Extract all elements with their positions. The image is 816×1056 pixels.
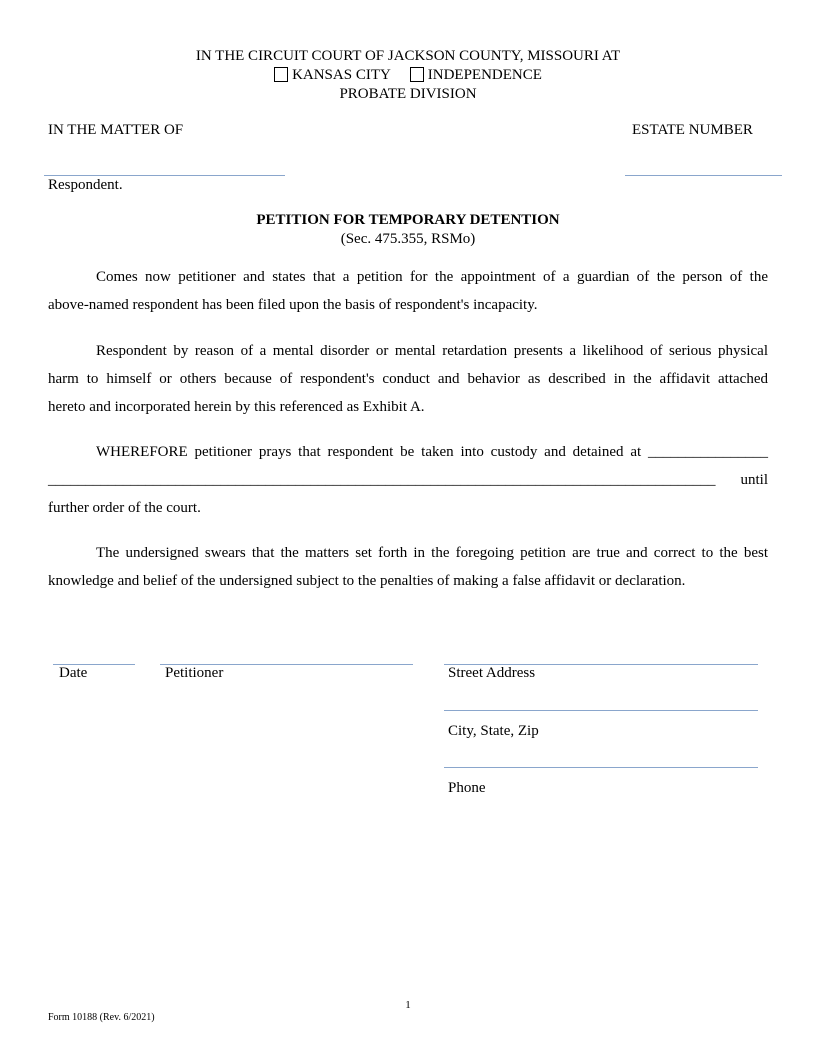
phone-label: Phone (448, 780, 486, 796)
paragraph-respondent (48, 341, 768, 425)
text-line: Respondent by reason of a mental disorder or mental retardation presents a likelihood of serious physical (96, 343, 768, 359)
paragraph-oath (48, 543, 768, 599)
text-line: harm to himself or others because of respondent's conduct and behavior as described in the affidavit attached (48, 371, 768, 387)
text-line: knowledge and belief of the undersigned subject to the penalties of making a false affidavit or declaration. (48, 573, 686, 589)
city-state-zip-field[interactable] (444, 710, 758, 711)
paragraph-petition (48, 267, 768, 323)
text-line: Comes now petitioner and states that a petition for the appointment of a guardian of the person of the (96, 269, 768, 285)
kansas-city-label: KANSAS CITY (292, 67, 391, 83)
estate-number-field[interactable] (625, 175, 782, 176)
phone-field[interactable] (444, 767, 758, 768)
respondent-name-field[interactable] (44, 175, 285, 176)
petitioner-label: Petitioner (165, 665, 224, 681)
city-state-zip-label: City, State, Zip (448, 723, 539, 739)
independence-label: INDEPENDENCE (427, 67, 542, 83)
kansas-city-checkbox[interactable] (274, 67, 288, 82)
estate-number-label: ESTATE NUMBER (632, 122, 753, 138)
court-heading: IN THE CIRCUIT COURT OF JACKSON COUNTY, MISSOURI AT (195, 48, 621, 64)
detention-location-line-2[interactable]: _________________________________________________________________________________________ until (48, 472, 768, 488)
street-address-label: Street Address (448, 665, 536, 681)
text-line: The undersigned swears that the matters set forth in the foregoing petition are true and correct to the best (96, 545, 768, 561)
text-line: hereto and incorporated herein by this referenced as Exhibit A. (48, 399, 425, 415)
respondent-label: Respondent. (48, 177, 123, 193)
document-title: PETITION FOR TEMPORARY DETENTION (256, 212, 560, 228)
document-subtitle: (Sec. 475.355, RSMo) (340, 231, 476, 247)
form-id: Form 10188 (Rev. 6/2021) (48, 1012, 155, 1023)
matter-label: IN THE MATTER OF (48, 122, 184, 138)
detention-location-line[interactable]: WHEREFORE petitioner prays that respondent be taken into custody and detained at ________________ (96, 444, 768, 460)
text-line: further order of the court. (48, 500, 201, 516)
independence-checkbox[interactable] (410, 67, 424, 82)
location-options (0, 67, 816, 84)
date-label: Date (59, 665, 88, 681)
division-heading: PROBATE DIVISION (339, 86, 477, 102)
text-line: above-named respondent has been filed upon the basis of respondent's incapacity. (48, 297, 538, 313)
page-number: 1 (405, 999, 411, 1011)
paragraph-wherefore (48, 442, 768, 526)
